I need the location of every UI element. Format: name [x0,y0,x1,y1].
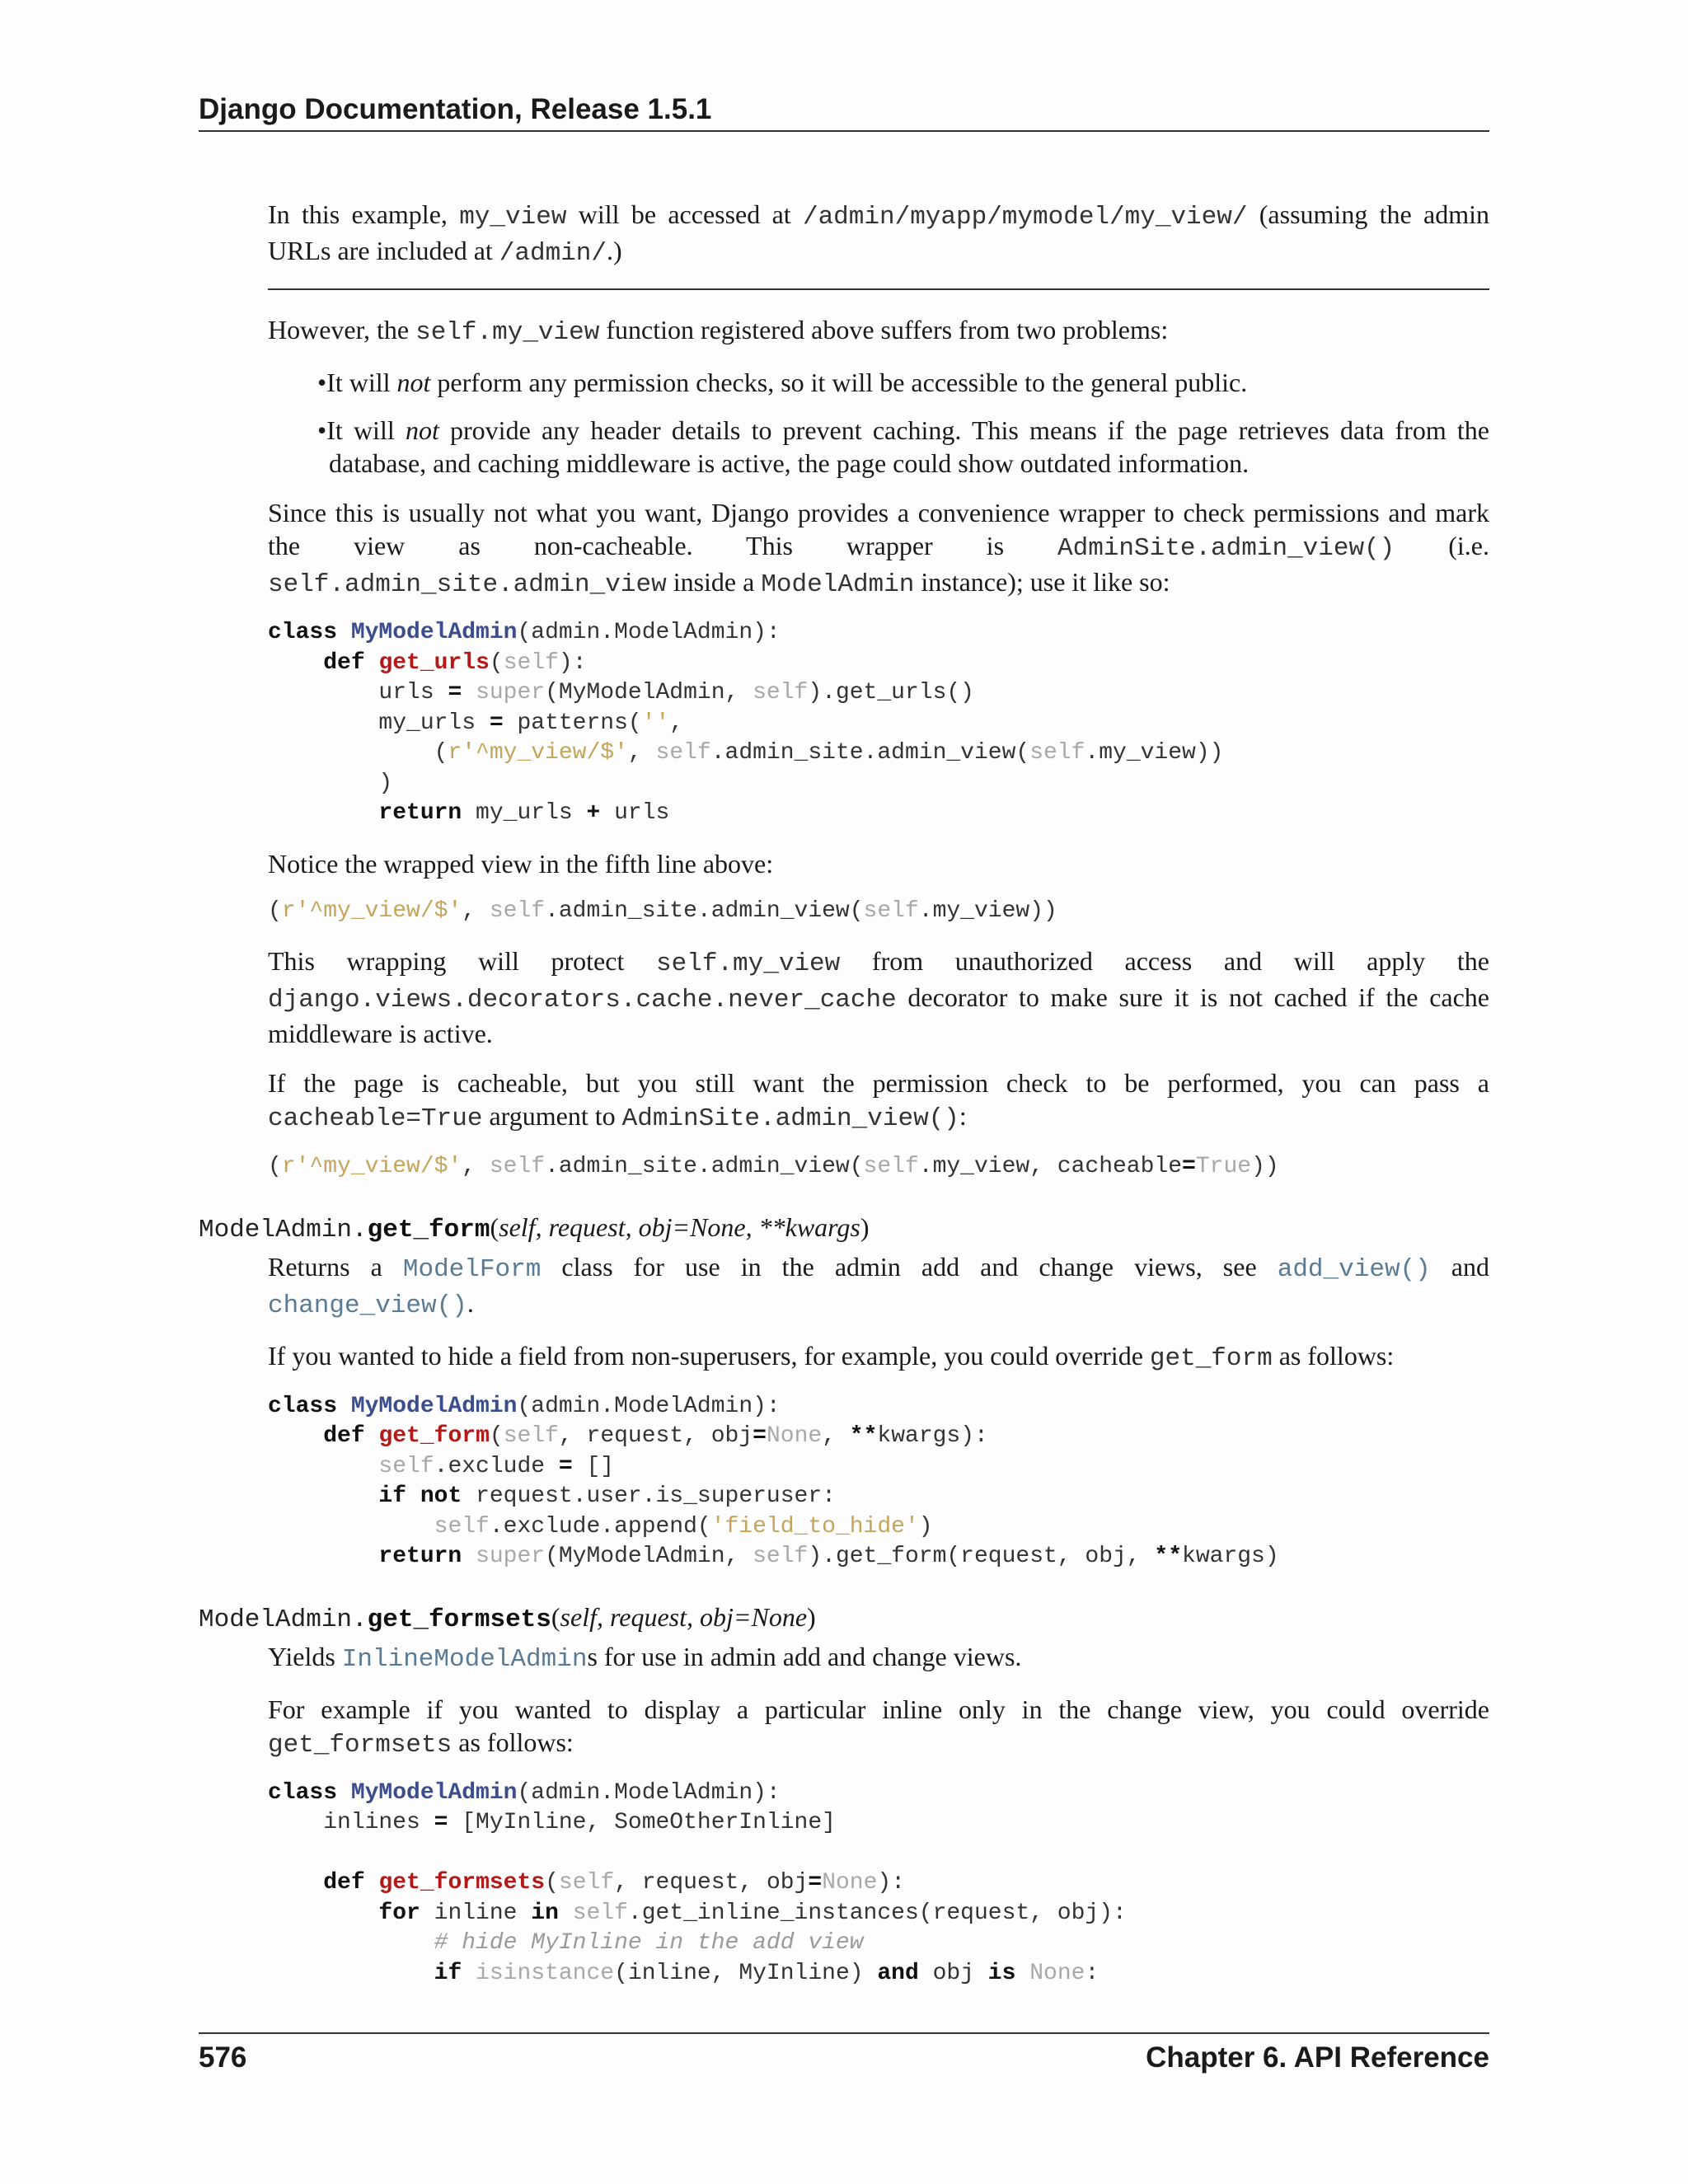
code-block: class MyModelAdmin(admin.ModelAdmin): def get_urls(self): urls = super(MyModelAdmin, self).get_urls() my_urls = patterns('', (r'^my_view/$', self.admin_site.admin_view(self.my_view)) ) return my_urls + urls [268,620,1224,826]
list-item: •It will not perform any permission checks, so it will be accessible to the general public. [317,368,1248,397]
paragraph: If the page is cacheable, but you still want the permission check to be performed, you can pass a cacheable=True argument to AdminSite.admin_view(): [268,1068,1489,1133]
link-change-view[interactable]: change_view() [268,1291,467,1320]
paragraph: Returns a ModelForm class for use in the admin add and change views, see add_view() and change_view(). [268,1251,1490,1320]
paragraph: For example if you wanted to display a particular inline only in the change view, you could override get_formsets as follows: [268,1694,1489,1760]
link-modelform[interactable]: ModelForm [402,1254,542,1284]
code-block: class MyModelAdmin(admin.ModelAdmin): def get_form(self, request, obj=None, **kwargs): self.exclude = [] if not request.user.is_superuser: self.exclude.append('field_to_hide') return super(MyModelAdmin, self).get_form(request, obj, **kwargs) [268,1393,1279,1569]
method-signature-get-form: ModelAdmin.get_form(self, request, obj=None, **kwargs) [199,1212,870,1244]
link-inlinemodeladmin[interactable]: InlineModelAdmin [341,1644,588,1674]
method-signature-get-formsets: ModelAdmin.get_formsets(self, request, obj=None) [199,1601,816,1634]
page-content [199,198,1489,2007]
paragraph: Yields InlineModelAdmins for use in admin add and change views. [268,1641,1022,1674]
bullet-list [268,366,1489,480]
link-add-view[interactable]: add_view() [1277,1254,1431,1284]
paragraph: This wrapping will protect self.my_view from unauthorized access and will apply the django.views.decorators.cache.never_cache decorator to make sure it is not cached if the cache middleware is active. [268,946,1490,1048]
chapter-title: Chapter 6. API Reference [1146,2041,1489,2074]
running-header: Django Documentation, Release 1.5.1 [199,92,1489,132]
list-item: •It will not provide any header details to prevent caching. This means if the page retrieves data from the database, and caching middleware is active, the page could show outdated information. [317,415,1490,478]
horizontal-rule [268,288,1489,290]
page-number: 576 [199,2041,247,2074]
paragraph: Notice the wrapped view in the fifth line above: [268,848,774,879]
paragraph: Since this is usually not what you want, Django provides a convenience wrapper to check permissions and mark the view as non-cacheable. This wrapper is AdminSite.admin_view() (i.e. self.admin_site.admin_view inside a ModelAdmin instance); use it like so: [268,498,1490,599]
paragraph: However, the self.my_view function registered above suffers from two problems: [268,315,1169,347]
running-footer [199,2032,1489,2075]
paragraph: If you wanted to hide a field from non-superusers, for example, you could override get_form as follows: [268,1340,1395,1373]
code-block: class MyModelAdmin(admin.ModelAdmin): inlines = [MyInline, SomeOtherInline] def get_formsets(self, request, obj=None): for inline in self.get_inline_instances(request, obj): # hide MyInline in the add view if isinstance(inline, MyInline) and obj is None: [268,1779,1127,1986]
code-block: (r'^my_view/$', self.admin_site.admin_view(self.my_view)) [268,898,1057,924]
paragraph: In this example, my_view will be accessed at /admin/myapp/mymodel/my_view/ (assuming the admin URLs are included at /admin/.) [268,199,1490,268]
code-block: (r'^my_view/$', self.admin_site.admin_view(self.my_view, cacheable=True)) [268,1154,1279,1179]
